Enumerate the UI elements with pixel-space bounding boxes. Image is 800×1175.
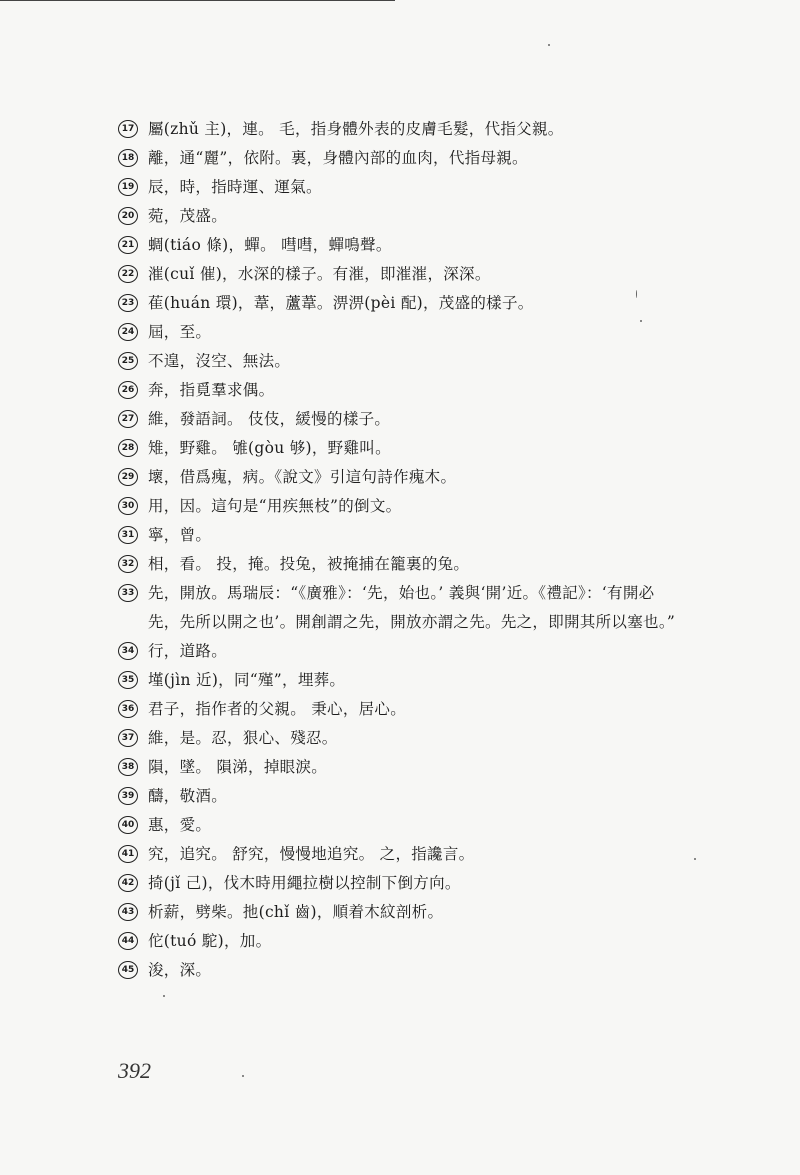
note-22	[118, 260, 678, 289]
note-text: 先，開放。馬瑞辰：“《廣雅》：‘先，始也。’ 義與‘開’近。《禮記》：‘有開必先，先所以開之也’。開創謂之先，開放亦謂之先。先之，即開其所以塞也。”	[148, 584, 676, 631]
note-number: 34	[118, 642, 138, 660]
note-number: 30	[118, 497, 138, 515]
note-39	[118, 782, 678, 811]
note-19	[118, 173, 678, 202]
note-text: 行，道路。	[148, 642, 228, 660]
note-number: 42	[118, 874, 138, 892]
note-36	[118, 695, 678, 724]
note-37	[118, 724, 678, 753]
note-20	[118, 202, 678, 231]
note-29	[118, 463, 678, 492]
note-38	[118, 753, 678, 782]
note-45	[118, 956, 678, 985]
note-text: 萑(huán 環)，葦，蘆葦。淠淠(pèi 配)，茂盛的樣子。	[148, 294, 534, 312]
note-number: 40	[118, 816, 138, 834]
note-number: 35	[118, 671, 138, 689]
note-text: 維，是。忍，狠心、殘忍。	[148, 729, 338, 747]
note-text: 蜩(tiáo 條)，蟬。 嘒嘒，蟬鳴聲。	[148, 236, 392, 254]
note-30	[118, 492, 678, 521]
note-23	[118, 289, 678, 318]
note-number: 36	[118, 700, 138, 718]
note-number: 43	[118, 903, 138, 921]
note-number: 38	[118, 758, 138, 776]
note-text: 惠，愛。	[148, 816, 212, 834]
note-text: 維，發語詞。 伎伎，緩慢的樣子。	[148, 410, 391, 428]
note-31	[118, 521, 678, 550]
note-40	[118, 811, 678, 840]
note-text: 浚，深。	[148, 961, 212, 979]
note-text: 離，通“麗”，依附。裏，身體內部的血肉，代指母親。	[148, 149, 528, 167]
note-text: 相，看。 投，掩。投兔，被掩捕在籠裏的兔。	[148, 555, 470, 573]
note-text: 辰，時，指時運、運氣。	[148, 178, 322, 196]
note-text: 雉，野雞。 雊(gòu 够)，野雞叫。	[148, 439, 391, 457]
note-32	[118, 550, 678, 579]
note-24	[118, 318, 678, 347]
scan-speck	[548, 44, 550, 46]
note-text: 隕，墜。 隕涕，掉眼淚。	[148, 758, 328, 776]
note-number: 20	[118, 207, 138, 225]
page-number: 392	[118, 1058, 151, 1083]
note-number: 44	[118, 932, 138, 950]
note-35	[118, 666, 678, 695]
note-text: 醻，敬酒。	[148, 787, 228, 805]
note-text: 君子，指作者的父親。 秉心，居心。	[148, 700, 407, 718]
note-number: 29	[118, 468, 138, 486]
note-number: 26	[118, 381, 138, 399]
note-text: 不遑，沒空、無法。	[148, 352, 291, 370]
note-text: 墐(jìn 近)，同“殣”，埋葬。	[148, 671, 346, 689]
note-number: 45	[118, 961, 138, 979]
note-number: 28	[118, 439, 138, 457]
note-number: 27	[118, 410, 138, 428]
note-21	[118, 231, 678, 260]
note-text: 佗(tuó 駝)，加。	[148, 932, 272, 950]
note-number: 33	[118, 584, 138, 602]
note-17	[118, 115, 678, 144]
notes-list	[118, 115, 678, 985]
note-number: 31	[118, 526, 138, 544]
scan-speck	[636, 290, 637, 298]
note-27	[118, 405, 678, 434]
note-text: 壞，借爲瘣，病。《說文》引這句詩作瘣木。	[148, 468, 457, 486]
note-number: 32	[118, 555, 138, 573]
note-text: 究，追究。 舒究，慢慢地追究。 之，指讒言。	[148, 845, 475, 863]
note-text: 漼(cuǐ 催)，水深的樣子。有漼，即漼漼，深深。	[148, 265, 491, 283]
note-text: 奔，指覓羣求偶。	[148, 381, 275, 399]
scan-speck	[242, 1075, 244, 1077]
note-text: 屬(zhǔ 主)，連。 毛，指身體外表的皮膚毛髮，代指父親。	[148, 120, 564, 138]
note-33	[118, 579, 678, 637]
note-26	[118, 376, 678, 405]
note-25	[118, 347, 678, 376]
note-number: 24	[118, 323, 138, 341]
note-text: 掎(jǐ 己)，伐木時用繩拉樹以控制下倒方向。	[148, 874, 461, 892]
note-number: 19	[118, 178, 138, 196]
scan-speck	[640, 320, 642, 322]
note-number: 22	[118, 265, 138, 283]
note-text: 用，因。這句是“用疾無枝”的倒文。	[148, 497, 402, 515]
note-number: 39	[118, 787, 138, 805]
top-rule	[0, 0, 395, 1]
note-44	[118, 927, 678, 956]
scan-speck	[694, 858, 696, 860]
note-text: 屆，至。	[148, 323, 212, 341]
note-number: 21	[118, 236, 138, 254]
note-text: 寧，曾。	[148, 526, 212, 544]
note-number: 41	[118, 845, 138, 863]
note-number: 37	[118, 729, 138, 747]
note-34	[118, 637, 678, 666]
note-text: 菀，茂盛。	[148, 207, 228, 225]
note-number: 17	[118, 120, 138, 138]
note-42	[118, 869, 678, 898]
note-number: 25	[118, 352, 138, 370]
scan-speck	[163, 995, 165, 997]
note-number: 23	[118, 294, 138, 312]
note-text: 析薪，劈柴。扡(chǐ 齒)，順着木紋剖析。	[148, 903, 444, 921]
note-28	[118, 434, 678, 463]
note-18	[118, 144, 678, 173]
note-41	[118, 840, 678, 869]
note-43	[118, 898, 678, 927]
note-number: 18	[118, 149, 138, 167]
